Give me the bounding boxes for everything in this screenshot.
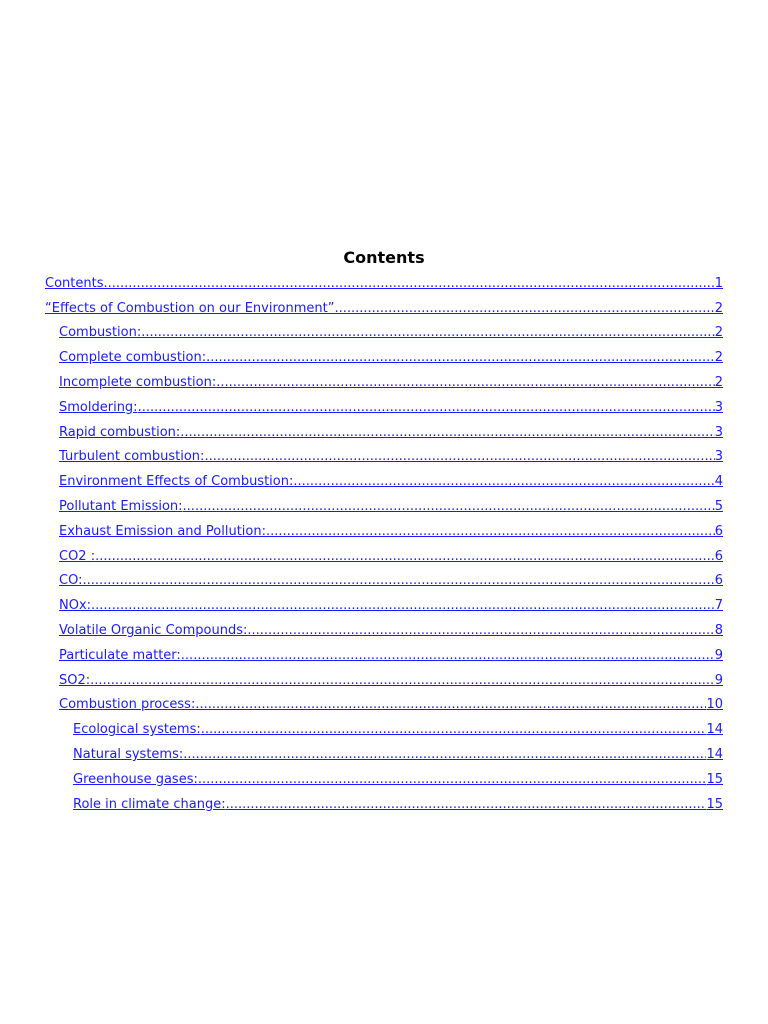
toc-dot-leader [334, 301, 714, 317]
toc-dot-leader [103, 276, 714, 292]
toc-page-number: 2 [714, 374, 723, 390]
toc-entry[interactable] [59, 394, 723, 419]
toc-dot-leader [216, 375, 714, 391]
toc-entry-text: Turbulent combustion: [59, 449, 205, 465]
toc-page-number: 3 [714, 399, 723, 415]
toc-page-number: 2 [714, 350, 723, 366]
toc-dot-leader [293, 474, 714, 490]
toc-entry[interactable] [59, 444, 723, 469]
toc-page-number: 2 [714, 325, 723, 341]
toc-entry[interactable] [45, 295, 723, 320]
toc-entry-text: Combustion process: [59, 697, 196, 713]
toc-dot-leader [95, 549, 715, 565]
toc-page-number: 4 [714, 474, 723, 490]
toc-entry-text: Natural systems: [73, 746, 184, 762]
toc-page-number: 9 [714, 647, 723, 663]
toc-entry[interactable] [73, 791, 723, 816]
toc-page-number: 14 [706, 722, 723, 738]
toc-entry-text: Incomplete combustion: [59, 374, 217, 390]
toc-page-number: 5 [714, 498, 723, 514]
toc-entry-text: Volatile Organic Compounds: [59, 622, 248, 638]
toc-dot-leader [180, 425, 714, 441]
toc-entry[interactable] [59, 518, 723, 543]
toc-entry[interactable] [59, 344, 723, 369]
toc-dot-leader [138, 400, 715, 416]
toc-entry[interactable] [59, 692, 723, 717]
toc-dot-leader [204, 449, 714, 465]
toc-entry[interactable] [45, 270, 723, 295]
toc-entry[interactable] [59, 320, 723, 345]
toc-dot-leader [198, 772, 707, 788]
toc-dot-leader [82, 573, 714, 589]
toc-dot-leader [183, 499, 715, 515]
toc-page-number: 9 [714, 672, 723, 688]
toc-entry-text: CO2 : [59, 548, 96, 564]
toc-page-number: 2 [714, 300, 723, 316]
toc-entry[interactable] [59, 468, 723, 493]
toc-dot-leader [226, 797, 707, 813]
toc-entry-text: Complete combustion: [59, 350, 207, 366]
toc-entry-text: Environment Effects of Combustion: [59, 474, 294, 490]
toc-entry-text: Contents [45, 275, 104, 291]
toc-page-number: 15 [706, 771, 723, 787]
toc-dot-leader [201, 722, 707, 738]
toc-entry-text: Exhaust Emission and Pollution: [59, 523, 266, 539]
toc-entry-text: NOx: [59, 598, 92, 614]
toc-dot-leader [206, 350, 715, 366]
toc-entry-text: Role in climate change: [73, 796, 226, 812]
toc-page-number: 6 [714, 573, 723, 589]
toc-title: Contents [343, 248, 425, 267]
toc-page-number: 1 [714, 275, 723, 291]
toc-page-number: 6 [714, 548, 723, 564]
toc-entry-text: Greenhouse gases: [73, 771, 198, 787]
toc-entry-text: Ecological systems: [73, 722, 201, 738]
toc-dot-leader [247, 623, 714, 639]
toc-page-number: 8 [714, 622, 723, 638]
toc-entry-text: Rapid combustion: [59, 424, 181, 440]
toc-entry-text: Pollutant Emission: [59, 498, 183, 514]
toc-entry[interactable] [59, 369, 723, 394]
toc-page-number: 6 [714, 523, 723, 539]
toc-entry-text: Particulate matter: [59, 647, 181, 663]
toc-entry[interactable] [59, 642, 723, 667]
toc-entry[interactable] [73, 766, 723, 791]
toc-dot-leader [183, 747, 706, 763]
toc-dot-leader [91, 598, 715, 614]
toc-page-number: 14 [706, 746, 723, 762]
toc-entry[interactable] [59, 617, 723, 642]
toc-entry[interactable] [59, 419, 723, 444]
toc-page-number: 15 [706, 796, 723, 812]
toc-page-number: 10 [706, 697, 723, 713]
toc-page-number: 3 [714, 424, 723, 440]
toc-entry-text: SO2: [59, 672, 91, 688]
toc-dot-leader [266, 524, 715, 540]
toc-page-number: 3 [714, 449, 723, 465]
toc-entry[interactable] [59, 592, 723, 617]
toc-entry[interactable] [59, 667, 723, 692]
toc-entry[interactable] [59, 493, 723, 518]
toc-dot-leader [90, 673, 715, 689]
toc-entry[interactable] [73, 741, 723, 766]
toc-dot-leader [141, 325, 714, 341]
toc-dot-leader [195, 697, 706, 713]
toc-entry[interactable] [59, 543, 723, 568]
toc-list [0, 270, 768, 816]
toc-entry-text: Combustion: [59, 325, 142, 341]
toc-entry-text: CO: [59, 573, 83, 589]
toc-page-number: 7 [714, 598, 723, 614]
toc-entry[interactable] [59, 568, 723, 593]
toc-dot-leader [181, 648, 715, 664]
toc-entry[interactable] [73, 716, 723, 741]
toc-entry-text: Smoldering: [59, 399, 138, 415]
toc-entry-text: “Effects of Combustion on our Environment” [45, 300, 335, 316]
